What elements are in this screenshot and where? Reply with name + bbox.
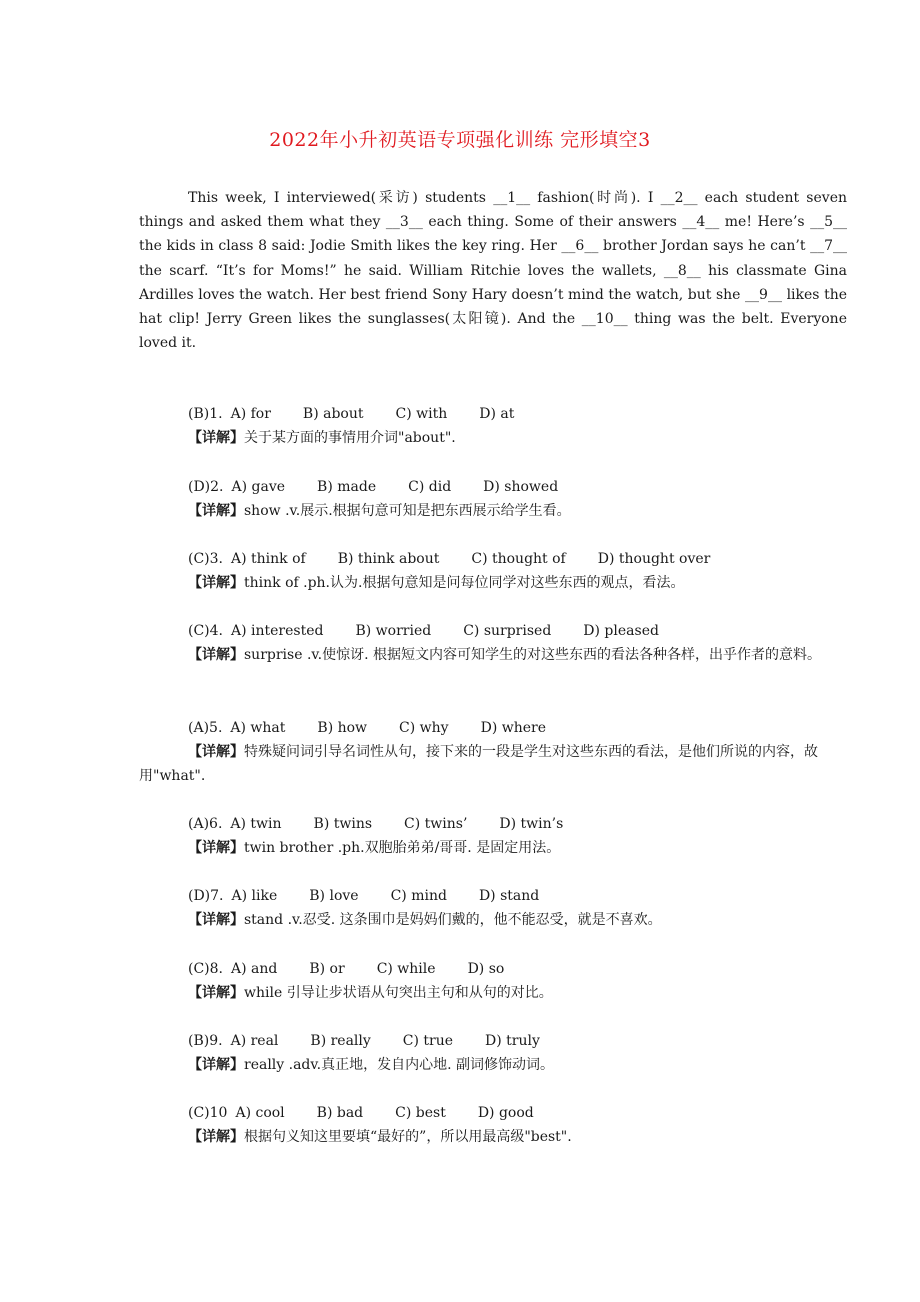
option-c: C) twins’ <box>404 816 468 832</box>
option-b: B) worried <box>355 623 432 639</box>
option-b: B) bad <box>316 1105 364 1121</box>
question-5 <box>139 716 847 789</box>
answer-number: (D)7. <box>188 888 224 904</box>
option-a: A) like <box>231 888 278 904</box>
detail-tag: 【详解】 <box>188 503 244 520</box>
cloze-passage: This week, I interviewed(采访) students __1__ fashion(时尚). I __2__ each student seven things and asked them what they __3__ each thing. Some of their answers __4__ me! Here’s __5__ the kids in class 8 said: Jodie Smith likes the key ring. Her __6__ brother Jordan says he can’t __7__ the scarf. “It’s for Moms!” he said. William Ritchie loves the wallets, __8__ his classmate Gina Ardilles loves the watch. Her best friend Sony Hary doesn’t mind the watch, but she __9__ likes the hat clip! Jerry Green likes the sunglasses(太阳镜). And the __10__ thing was the belt. Everyone loved it. <box>139 190 847 352</box>
detail-tag: 【详解】 <box>188 647 244 664</box>
question-9 <box>139 1029 847 1077</box>
option-d: D) truly <box>485 1033 540 1049</box>
detail-text: 关于某方面的事情用介词"about". <box>244 430 456 447</box>
option-a: A) twin <box>230 816 282 832</box>
question-7 <box>139 884 847 932</box>
option-d: D) so <box>467 961 505 977</box>
answer-number: (D)2. <box>188 479 224 495</box>
option-b: B) made <box>317 479 377 495</box>
detail-text: while 引导让步状语从句突出主句和从句的对比。 <box>244 985 553 1002</box>
question-4 <box>139 619 847 667</box>
option-c: C) mind <box>390 888 447 904</box>
option-d: D) pleased <box>583 623 659 639</box>
option-c: C) while <box>376 961 436 977</box>
answer-number: (C)8. <box>188 961 223 977</box>
answer-number: (A)5. <box>188 720 223 736</box>
option-c: C) best <box>395 1105 446 1121</box>
option-d: D) twin’s <box>499 816 564 832</box>
answer-number: (C)10 <box>188 1105 228 1121</box>
answer-number: (C)3. <box>188 551 223 567</box>
option-d: D) stand <box>478 888 540 904</box>
option-d: D) showed <box>483 479 559 495</box>
answer-number: (A)6. <box>188 816 223 832</box>
option-d: D) good <box>477 1105 534 1121</box>
question-3 <box>139 547 847 595</box>
detail-text: twin brother .ph.双胞胎弟弟/哥哥. 是固定用法。 <box>244 840 561 857</box>
detail-tag: 【详解】 <box>188 744 244 761</box>
option-c: C) why <box>399 720 449 736</box>
option-b: B) twins <box>313 816 373 832</box>
question-6 <box>139 812 847 860</box>
option-b: B) think about <box>337 551 440 567</box>
detail-tag: 【详解】 <box>188 840 244 857</box>
option-b: B) really <box>310 1033 371 1049</box>
option-b: B) or <box>309 961 345 977</box>
option-a: A) cool <box>235 1105 285 1121</box>
option-d: D) where <box>480 720 546 736</box>
option-c: C) thought of <box>471 551 566 567</box>
option-b: B) about <box>302 406 364 422</box>
question-8 <box>139 957 847 1005</box>
option-a: A) interested <box>231 623 324 639</box>
detail-tag: 【详解】 <box>188 430 244 447</box>
detail-text: really .adv.真正地，发自内心地. 副词修饰动词。 <box>244 1057 554 1074</box>
detail-tag: 【详解】 <box>188 985 244 1002</box>
question-1 <box>139 402 847 450</box>
detail-text: 特殊疑问词引导名词性从句，接下来的一段是学生对这些东西的看法，是他们所说的内容，故用"what". <box>139 744 818 785</box>
option-b: B) how <box>317 720 368 736</box>
answer-number: (B)1. <box>188 406 223 422</box>
option-a: A) think of <box>231 551 306 567</box>
page-title: 2022年小升初英语专项强化训练 完形填空3 <box>269 129 651 151</box>
answer-number: (B)9. <box>188 1033 223 1049</box>
option-c: C) surprised <box>463 623 552 639</box>
option-c: C) true <box>402 1033 454 1049</box>
detail-text: think of .ph.认为.根据句意知是问每位同学对这些东西的观点，看法。 <box>244 575 685 592</box>
option-c: C) did <box>408 479 452 495</box>
detail-tag: 【详解】 <box>188 912 244 929</box>
answer-number: (C)4. <box>188 623 223 639</box>
option-a: A) real <box>230 1033 279 1049</box>
option-a: A) gave <box>231 479 286 495</box>
option-b: B) love <box>309 888 359 904</box>
detail-text: stand .v.忍受. 这条围巾是妈妈们戴的，他不能忍受，就是不喜欢。 <box>244 912 662 929</box>
detail-tag: 【详解】 <box>188 575 244 592</box>
detail-tag: 【详解】 <box>188 1129 244 1146</box>
detail-text: show .v.展示.根据句意可知是把东西展示给学生看。 <box>244 503 571 520</box>
option-a: A) what <box>230 720 286 736</box>
detail-text: 根据句义知这里要填“最好的”，所以用最高级"best". <box>244 1129 572 1146</box>
option-a: A) for <box>230 406 271 422</box>
option-a: A) and <box>231 961 278 977</box>
detail-text: surprise .v.使惊讶. 根据短文内容可知学生的对这些东西的看法各种各样，出乎作者的意料。 <box>244 647 821 664</box>
option-c: C) with <box>395 406 448 422</box>
question-2 <box>139 475 847 523</box>
option-d: D) at <box>479 406 515 422</box>
detail-tag: 【详解】 <box>188 1057 244 1074</box>
question-10 <box>139 1101 847 1149</box>
option-d: D) thought over <box>597 551 711 567</box>
